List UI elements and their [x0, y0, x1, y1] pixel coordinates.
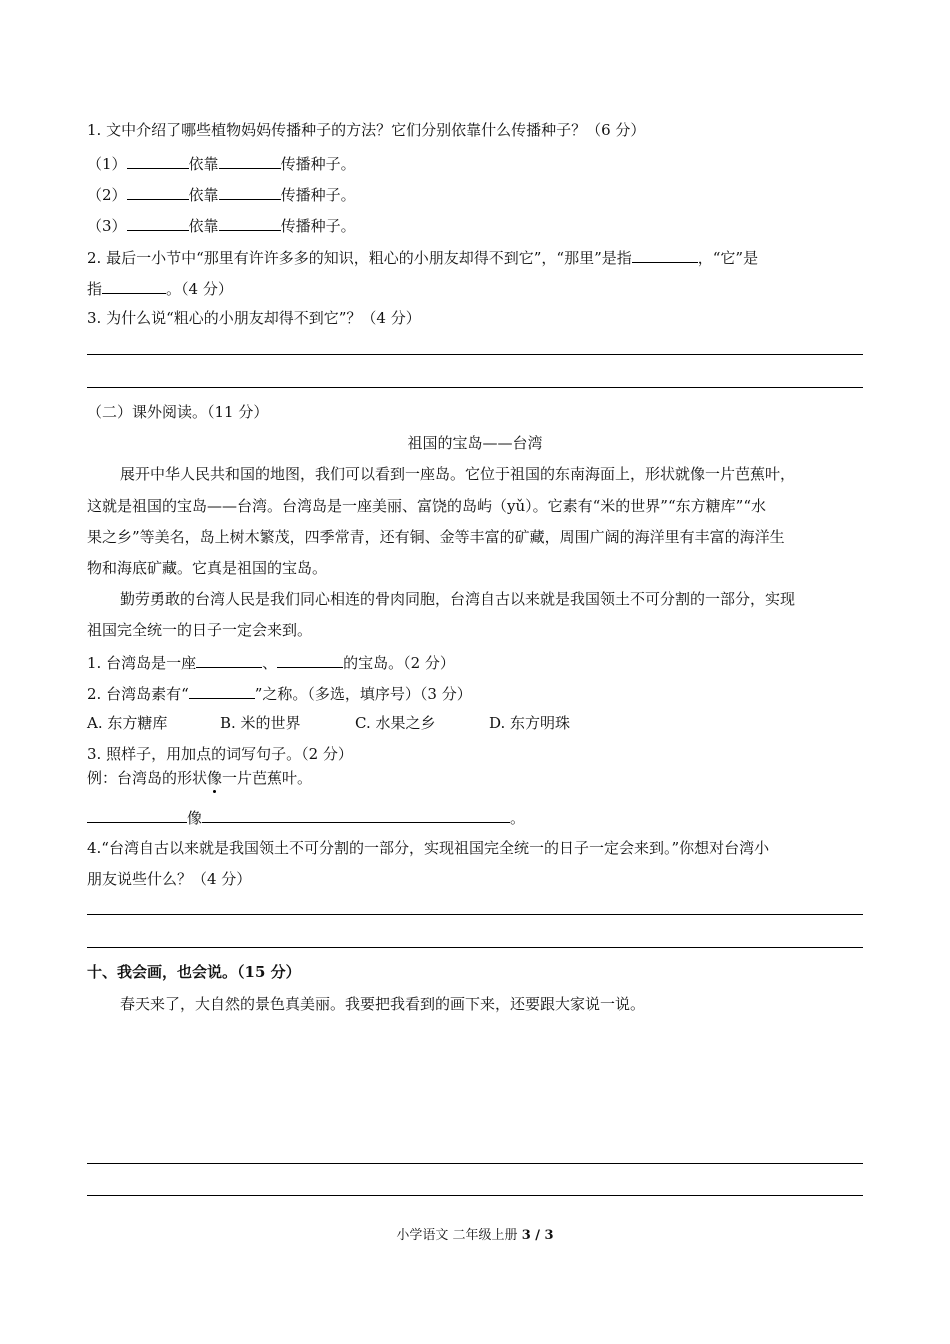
reading-question-4-line1: 4.“台湾自古以来就是我国领土不可分割的一部分，实现祖国完全统一的日子一定会来到。”你想对台湾小 [87, 839, 770, 857]
rq2-tail: ”之称。（多选，填序号）（3 分） [254, 685, 472, 703]
rq1-sep: 、 [262, 654, 278, 672]
answer-row-2 [87, 183, 863, 205]
answer-line[interactable] [87, 1195, 863, 1196]
page-footer [0, 1226, 950, 1246]
blank[interactable] [219, 152, 281, 169]
blank[interactable] [102, 277, 166, 294]
row-mid: 依靠 [188, 186, 219, 204]
answer-row-1 [87, 152, 863, 174]
reading-question-3: 3. 照样子，用加点的词写句子。（2 分） [87, 745, 353, 763]
passage-line: 祖国完全统一的日子一定会来到。 [87, 621, 313, 639]
drawing-prompt: 春天来了，大自然的景色真美丽。我要把我看到的画下来，还要跟大家说一说。 [120, 995, 646, 1013]
answer-sentence [87, 806, 863, 828]
row-mid: 依靠 [188, 155, 219, 173]
option-c[interactable]: C. 水果之乡 [355, 714, 436, 732]
options-row [87, 713, 863, 733]
answer-line[interactable] [87, 354, 863, 355]
option-a[interactable]: A. 东方糖库 [87, 714, 168, 732]
row-number: （3） [87, 217, 127, 235]
blank[interactable] [277, 651, 343, 668]
row-number: （2） [87, 186, 127, 204]
answer-line[interactable] [87, 1163, 863, 1164]
example-head: 例：台湾岛的形状 [87, 769, 208, 787]
question-2-line2 [87, 277, 863, 299]
reading-question-1 [87, 651, 863, 673]
blank[interactable] [127, 152, 189, 169]
row-mid: 依靠 [188, 217, 219, 235]
blank[interactable] [127, 214, 189, 231]
passage-line: 物和海底矿藏。它真是祖国的宝岛。 [87, 559, 328, 577]
example-tail: 一片芭蕉叶。 [222, 769, 313, 787]
row-end: 传播种子。 [280, 155, 356, 173]
question-3: 3. 为什么说“粗心的小朋友却得不到它”？（4 分） [87, 309, 421, 327]
blank[interactable] [189, 682, 255, 699]
reading-question-4-line2: 朋友说些什么？（4 分） [87, 870, 252, 888]
answer-line[interactable] [87, 387, 863, 388]
answer-end: 。 [510, 809, 526, 827]
section-heading: （二）课外阅读。（11 分） [87, 403, 269, 421]
dotted-word: 像 [207, 769, 223, 787]
blank[interactable] [87, 806, 187, 823]
blank[interactable] [127, 183, 189, 200]
blank[interactable] [196, 651, 262, 668]
footer-text: 小学语文 二年级上册 [396, 1228, 522, 1243]
row-number: （1） [87, 155, 127, 173]
answer-line[interactable] [87, 947, 863, 948]
page-number: 3 / 3 [521, 1228, 554, 1243]
blank[interactable] [219, 214, 281, 231]
option-b[interactable]: B. 米的世界 [220, 714, 301, 732]
example-sentence [87, 768, 863, 788]
rq1-tail: 的宝岛。（2 分） [343, 654, 455, 672]
option-d[interactable]: D. 东方明珠 [489, 714, 571, 732]
passage-line: 勤劳勇敢的台湾人民是我们同心相连的骨肉同胞，台湾自古以来就是我国领土不可分割的一部分，实现 [120, 590, 796, 608]
row-end: 传播种子。 [280, 217, 356, 235]
question-2-line1 [87, 246, 863, 268]
q2-text-d: 。（4 分） [166, 280, 233, 298]
blank[interactable] [219, 183, 281, 200]
answer-row-3 [87, 214, 863, 236]
q2-text-c: 指 [87, 280, 103, 298]
answer-mid: 像 [187, 809, 203, 827]
question-1: 1. 文中介绍了哪些植物妈妈传播种子的方法？它们分别依靠什么传播种子？（6 分） [87, 121, 646, 139]
passage-line: 展开中华人民共和国的地图，我们可以看到一座岛。它位于祖国的东南海面上，形状就像一片芭蕉叶， [120, 465, 796, 483]
passage-line: 这就是祖国的宝岛——台湾。台湾岛是一座美丽、富饶的岛屿（yǔ）。它素有“米的世界”“东方糖库”“水 [87, 497, 766, 515]
passage-line: 果之乡”等美名，岛上树木繁茂，四季常青，还有铜、金等丰富的矿藏，周围广阔的海洋里有丰富的海洋生 [87, 528, 785, 546]
reading-question-2 [87, 682, 863, 704]
answer-line[interactable] [87, 914, 863, 915]
rq1-text: 1. 台湾岛是一座 [87, 654, 197, 672]
rq2-text: 2. 台湾岛素有“ [87, 685, 189, 703]
blank[interactable] [202, 806, 510, 823]
q2-text-tail: ，“它”是 [697, 249, 759, 267]
passage-title: 祖国的宝岛——台湾 [407, 434, 543, 452]
blank[interactable] [632, 246, 698, 263]
section-heading-10: 十、我会画，也会说。（15 分） [87, 963, 301, 981]
q2-text: 2. 最后一小节中“那里有许许多多的知识，粗心的小朋友却得不到它”，“那里”是指 [87, 249, 632, 267]
row-end: 传播种子。 [280, 186, 356, 204]
